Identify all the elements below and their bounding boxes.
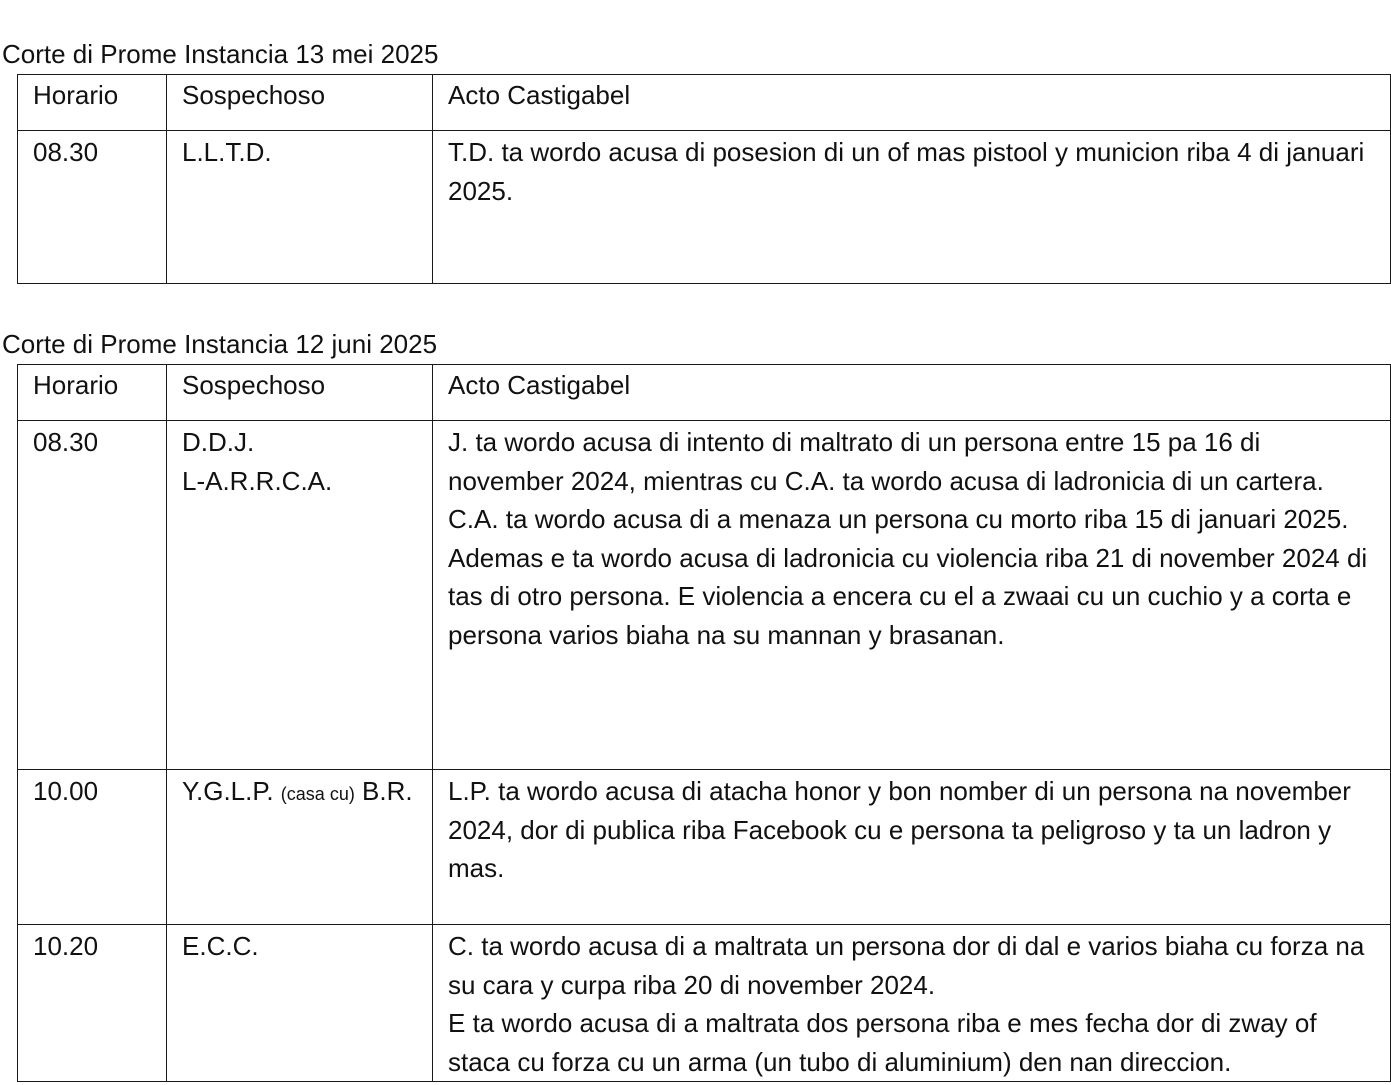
time-cell: 08.30 — [18, 421, 167, 770]
time-cell: 10.20 — [18, 925, 167, 1082]
suspect-name: E.C.C. — [182, 931, 259, 961]
suspect-cell — [167, 770, 433, 925]
suspect-cell — [167, 131, 433, 284]
act-cell — [433, 131, 1391, 284]
act-cell — [433, 770, 1391, 925]
act-description: J. ta wordo acusa di intento di maltrato di un persona entre 15 pa 16 di november 2024, mientras cu C.A. ta wordo acusa di ladronicia di un cartera. — [448, 427, 1324, 496]
header-act: Acto Castigabel — [433, 75, 1391, 131]
section-title: Corte di Prome Instancia 12 juni 2025 — [2, 329, 438, 359]
suspect-name-secondary: B.R. — [354, 776, 413, 806]
time-cell: 10.00 — [18, 770, 167, 925]
time-cell: 08.30 — [18, 131, 167, 284]
suspect-name: L-A.R.R.C.A. — [182, 465, 333, 496]
act-description: C. ta wordo acusa di a maltrata un persona dor di dal e varios biaha cu forza na su cara y curpa riba 20 di november 2024. — [448, 931, 1365, 1000]
suspect-name — [182, 772, 432, 814]
act-description: Ademas e ta wordo acusa di ladronicia cu violencia riba 21 di november 2024 di tas di otro persona. E violencia a encera cu el a zwaai cu un cuchio y a corta e persona varios biaha na su mannan y brasanan. — [448, 542, 1368, 650]
act-description: E ta wordo acusa di a maltrata dos persona riba e mes fecha dor di zway of staca cu forza cu un arma (un tubo di aluminium) den nan direccion. — [448, 1008, 1317, 1077]
suspect-relation-note: (casa cu) — [280, 784, 355, 804]
suspect-cell — [167, 925, 433, 1082]
hearing-schedule-table — [17, 364, 1391, 1082]
table-row — [18, 770, 1391, 925]
suspect-name-primary: Y.G.L.P. — [182, 776, 281, 806]
suspect-cell — [167, 421, 433, 770]
act-description: C.A. ta wordo acusa di a menaza un persona cu morto riba 15 di januari 2025. — [448, 504, 1349, 535]
act-description: L.P. ta wordo acusa di atacha honor y bon nomber di un persona na november 2024, dor di publica riba Facebook cu e persona ta peligroso y ta un ladron y mas. — [448, 776, 1351, 884]
act-cell — [433, 421, 1391, 770]
act-description: T.D. ta wordo acusa di posesion di un of mas pistool y municion riba 4 di januari 2025. — [448, 137, 1365, 206]
header-act: Acto Castigabel — [433, 365, 1391, 421]
section-title: Corte di Prome Instancia 13 mei 2025 — [2, 39, 439, 69]
header-suspect: Sospechoso — [167, 75, 433, 131]
header-time: Horario — [18, 75, 167, 131]
header-suspect: Sospechoso — [167, 365, 433, 421]
header-time: Horario — [18, 365, 167, 421]
suspect-name: L.L.T.D. — [182, 137, 272, 167]
suspect-name: D.D.J. — [182, 427, 255, 457]
table-header-row — [18, 365, 1391, 421]
act-cell — [433, 925, 1391, 1082]
table-row — [18, 925, 1391, 1082]
table-row — [18, 421, 1391, 770]
table-header-row — [18, 75, 1391, 131]
table-row — [18, 131, 1391, 284]
hearing-schedule-table — [17, 74, 1391, 284]
